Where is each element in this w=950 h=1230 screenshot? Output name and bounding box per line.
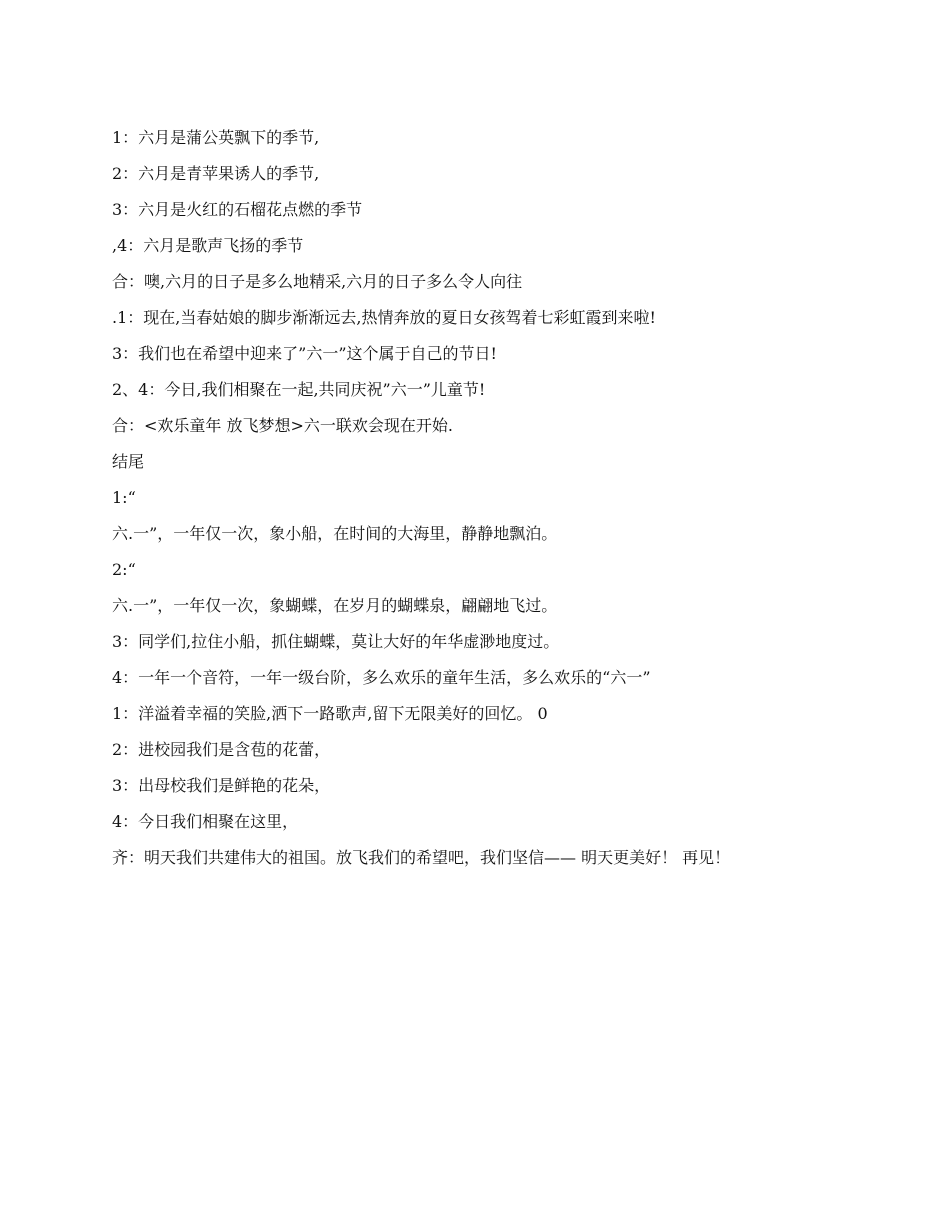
text-line: 3：出母校我们是鲜艳的花朵， bbox=[112, 776, 331, 795]
text-line: 3：六月是火红的石榴花点燃的季节 bbox=[112, 200, 363, 219]
text-line: 2、4：今日,我们相聚在一起,共同庆祝”六一”儿童节! bbox=[112, 380, 486, 399]
text-line: 2:“ bbox=[112, 560, 136, 579]
text-line: 4：今日我们相聚在这里， bbox=[112, 812, 299, 831]
text-line: 合：噢,六月的日子是多么地精采,六月的日子多么令人向往 bbox=[112, 272, 523, 291]
text-line: 1:“ bbox=[112, 488, 136, 507]
text-line: .1：现在,当春姑娘的脚步渐渐远去,热情奔放的夏日女孩驾着七彩虹霞到来啦! bbox=[112, 308, 656, 327]
script-text bbox=[112, 120, 892, 876]
text-line: 合：<欢乐童年 放飞梦想>六一联欢会现在开始. bbox=[112, 416, 453, 435]
text-line: 六.一”，一年仅一次，象小船，在时间的大海里，静静地飘泊。 bbox=[112, 524, 558, 543]
text-line: 2：六月是青苹果诱人的季节, bbox=[112, 164, 320, 183]
text-line: 2：进校园我们是含苞的花蕾， bbox=[112, 740, 331, 759]
text-line: 1：六月是蒲公英飘下的季节, bbox=[112, 128, 320, 147]
text-line: 3：同学们,拉住小船，抓住蝴蝶，莫让大好的年华虚渺地度过。 bbox=[112, 632, 560, 651]
text-line: 六.一”，一年仅一次，象蝴蝶，在岁月的蝴蝶泉，翩翩地飞过。 bbox=[112, 596, 558, 615]
text-line: 3：我们也在希望中迎来了”六一”这个属于自己的节日! bbox=[112, 344, 497, 363]
text-line: 1：洋溢着幸福的笑脸,洒下一路歌声,留下无限美好的回忆。 0 bbox=[112, 704, 548, 723]
text-line: 齐：明天我们共建伟大的祖国。放飞我们的希望吧，我们坚信—— 明天更美好！ 再见！ bbox=[112, 848, 731, 867]
text-line: ,4：六月是歌声飞扬的季节 bbox=[112, 236, 304, 255]
section-heading: 结尾 bbox=[112, 452, 145, 471]
text-line: 4：一年一个音符，一年一级台阶，多么欢乐的童年生活，多么欢乐的“六一” bbox=[112, 668, 651, 687]
